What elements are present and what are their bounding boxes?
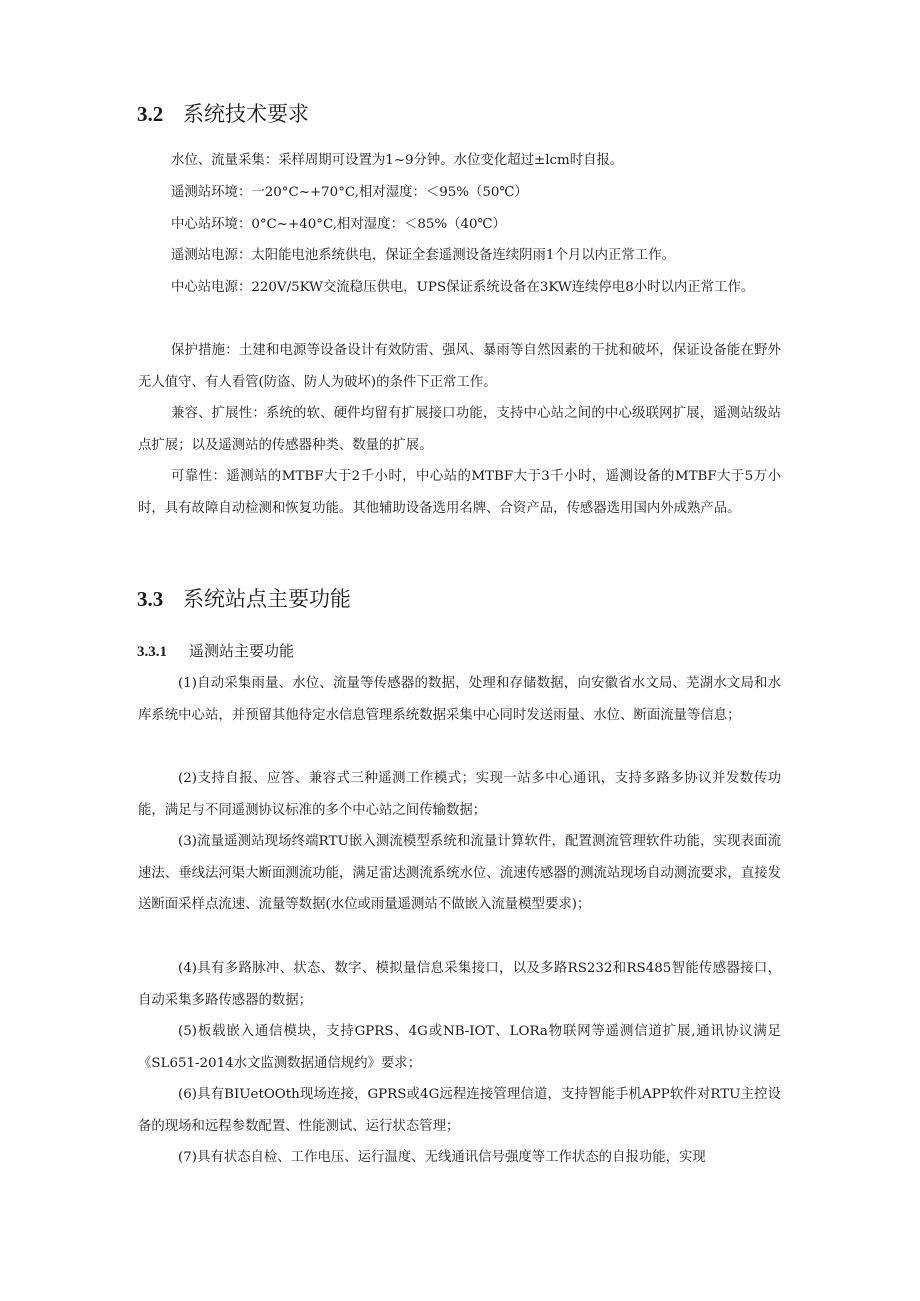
paragraph-protection-measures: 保护措施：土建和电源等设备设计有效防雷、强风、暴雨等自然因素的干扰和破坏，保证设备能在野外无人值守、有人看管(防盗、防人为破坏)的条件下正常工作。 [138,343,781,390]
function-item-6: (6)具有BIUetOOth现场连接，GPRS或4G远程连接管理信道，支持智能手机APP软件对RTU主控设备的现场和远程参数配置、性能测试、运行状态管理； [138,1087,781,1134]
function-item-4: (4)具有多路脉冲、状态、数字、模拟量信息采集接口，以及多路RS232和RS485智能传感器接口，自动采集多路传感器的数据； [138,961,781,1008]
function-item-5: (5)板载嵌入通信模块，支持GPRS、4G或NB-IOT、LORa物联网等遥测信道扩展,通讯协议满足《SL651-2014水文监测数据通信规约》要求； [138,1024,781,1071]
paragraph-water-level-collection: 水位、流量采集：采样周期可设置为1~9分钟。水位变化超过±lcm时自报。 [171,153,624,168]
paragraph-remote-station-environment: 遥测站环境：一20°C~+70°C,相对湿度：＜95%（50℃） [171,185,528,200]
subsection-title: 遥测站主要功能 [189,642,295,660]
paragraph-remote-station-power: 遥测站电源：太阳能电池系统供电，保证全套遥测设备连续阴雨1个月以内正常工作。 [171,248,675,263]
paragraph-compatibility-scalability: 兼容、扩展性：系统的软、硬件均留有扩展接口功能，支持中心站之间的中心级联网扩展，遥测站级站点扩展；以及遥测站的传感器种类、数量的扩展。 [138,406,781,453]
section-title: 系统站点主要功能 [183,587,351,611]
section-heading-3-2 [137,98,309,128]
subsection-heading-3-3-1 [137,640,294,661]
paragraph-central-station-power: 中心站电源：220V/5KW交流稳压供电，UPS保证系统设备在3KW连续停电8小时以内正常工作。 [171,280,755,295]
subsection-number: 3.3.1 [137,644,167,660]
section-number: 3.2 [137,102,164,126]
section-number: 3.3 [137,587,164,611]
paragraph-central-station-environment: 中心站环境：0°C~+40°C,相对湿度：＜85%（40℃） [171,217,506,232]
function-item-7: (7)具有状态自检、工作电压、运行温度、无线通讯信号强度等工作状态的自报功能，实现 [178,1150,706,1165]
paragraph-reliability: 可靠性：遥测站的MTBF大于2千小时，中心站的MTBF大于3千小时，遥测设备的MTBF大于5万小时，具有故障自动检测和恢复功能。其他辅助设备选用名牌、合资产品，传感器选用国内外成熟产品。 [138,469,781,516]
function-item-1: (1)自动采集雨量、水位、流量等传感器的数据，处理和存储数据，向安徽省水文局、芜湖水文局和水库系统中心站，并预留其他待定水信息管理系统数据采集中心同时发送雨量、水位、断面流量等信息； [138,676,781,723]
function-item-3: (3)流量遥测站现场终端RTU嵌入测流模型系统和流量计算软件，配置测流管理软件功能，实现表面流速法、垂线法河渠大断面测流功能，满足雷达测流系统水位、流速传感器的测流站现场自动测流要求，直接发送断面采样点流速、流量等数据(水位或雨量遥测站不做嵌入流量模型要求)； [138,834,781,912]
section-title: 系统技术要求 [183,102,309,126]
section-heading-3-3 [137,583,351,613]
function-item-2: (2)支持自报、应答、兼容式三种遥测工作模式；实现一站多中心通讯，支持多路多协议并发数传功能，满足与不同遥测协议标准的多个中心站之间传输数据； [138,771,781,818]
